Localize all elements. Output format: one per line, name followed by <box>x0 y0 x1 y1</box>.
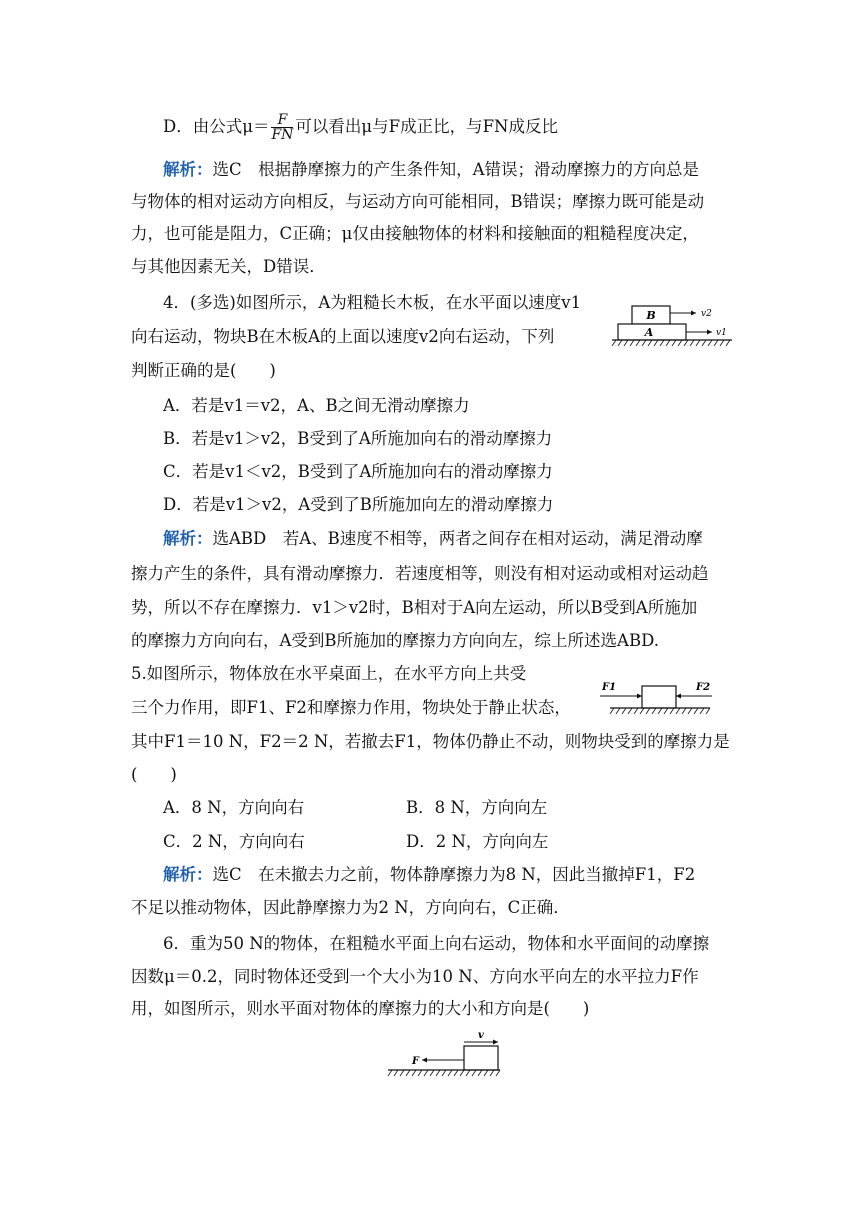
q5-option-a: A．8 N，方向向右 <box>163 798 305 817</box>
q4-option-d: D．若是v1＞v2，A受到了B所施加向左的滑动摩擦力 <box>163 495 554 514</box>
fraction-denominator: FN <box>271 127 294 143</box>
q4-stem-line-2: 向右运动，物块B在木板A的上面以速度v2向右运动，下列 <box>131 327 555 346</box>
q5-option-c: C．2 N，方向向右 <box>163 832 305 851</box>
analysis-label: 解析： <box>163 865 213 884</box>
q4-stem-line-3: 判断正确的是( ) <box>131 361 276 380</box>
block-b-label: B <box>646 309 656 322</box>
v2-arrowhead <box>691 311 696 316</box>
formula-fraction <box>271 113 293 142</box>
q4-option-c: C．若是v1＜v2，B受到了A所施加向右的滑动摩擦力 <box>163 462 553 481</box>
f-label: F <box>412 1056 420 1067</box>
q4-analysis-line-1 <box>163 527 703 551</box>
q6-stem-line-3: 用，如图所示，则水平面对物体的摩擦力的大小和方向是( ) <box>131 999 590 1018</box>
q3-analysis-line-3: 力，也可能是阻力，C正确；μ仅由接触物体的材料和接触面的粗糙程度决定， <box>131 224 699 243</box>
q5-stem-line-1: 5.如图所示，物体放在水平桌面上，在水平方向上共受 <box>131 664 527 683</box>
v2-label: v2 <box>701 309 712 319</box>
q4-option-a: A．若是v1＝v2，A、B之间无滑动摩擦力 <box>163 396 470 415</box>
f2-arrowhead <box>676 694 681 699</box>
ground-hatch <box>610 708 710 714</box>
ground-hatch <box>612 340 730 346</box>
q3-analysis-line-1 <box>163 158 699 182</box>
f1-label: F1 <box>602 682 617 693</box>
board-a-label: A <box>644 326 654 339</box>
q5-figure <box>596 676 718 720</box>
q3-analysis-line-2: 与物体的相对运动方向相反，与运动方向可能相同，B错误；摩擦力既可能是动 <box>131 192 705 211</box>
v1-label: v1 <box>716 328 727 338</box>
q4-analysis-line-3: 势，所以不存在摩擦力．v1＞v2时，B相对于A向左运动，所以B受到A所施加 <box>131 598 698 617</box>
f-arrowhead <box>422 1058 427 1063</box>
q4-stem-line-1: 4．(多选)如图所示，A为粗糙长木板，在水平面以速度v1 <box>163 293 582 312</box>
block <box>464 1046 498 1070</box>
q5-stem-line-3: 其中F1＝10 N，F2＝2 N，若撤去F1，物体仍静止不动，则物块受到的摩擦力是 <box>131 732 730 751</box>
q5-analysis-line-2: 不足以推动物体，因此静摩擦力为2 N，方向向右，C正确． <box>131 898 570 917</box>
ground-hatch <box>388 1070 500 1076</box>
analysis-label: 解析： <box>163 160 213 179</box>
q4-analysis-line-4: 的摩擦力方向向右，A受到B所施加的摩擦力方向向左，综上所述选ABD. <box>131 631 659 650</box>
block <box>642 686 676 708</box>
f2-label: F2 <box>696 682 711 693</box>
q3-option-d-suffix: 可以看出μ与F成正比，与FN成反比 <box>295 117 558 136</box>
analysis-text: 选C 在未撤去力之前，物体静摩擦力为8 N，因此当撤掉F1，F2 <box>212 865 696 884</box>
q6-stem-line-2: 因数μ＝0.2，同时物体还受到一个大小为10 N、方向水平向左的水平拉力F作 <box>131 967 699 986</box>
analysis-label: 解析： <box>163 529 213 548</box>
v1-arrowhead <box>707 330 712 335</box>
q5-stem-line-2: 三个力作用，即F1、F2和摩擦力作用，物块处于静止状态， <box>131 698 571 717</box>
q5-option-b: B．8 N，方向向左 <box>406 798 548 817</box>
fraction-numerator: F <box>271 113 293 128</box>
q3-option-d <box>163 113 558 142</box>
q3-analysis-line-4: 与其他因素无关，D错误． <box>131 257 326 276</box>
q5-analysis-line-1 <box>163 863 695 887</box>
analysis-text: 选C 根据静摩擦力的产生条件知，A错误；滑动摩擦力的方向总是 <box>212 160 700 179</box>
q6-figure <box>384 1028 506 1082</box>
f1-arrowhead <box>637 694 642 699</box>
v-label: v <box>478 1030 484 1041</box>
q4-option-b: B．若是v1＞v2，B受到了A所施加向右的滑动摩擦力 <box>163 429 553 448</box>
q6-stem-line-1: 6．重为50 N的物体，在粗糙水平面上向右运动，物体和水平面间的动摩擦 <box>163 934 710 953</box>
v-arrowhead <box>493 1040 498 1045</box>
q3-option-d-prefix: D．由公式μ＝ <box>163 117 270 136</box>
q5-stem-line-4: ( ) <box>131 765 177 784</box>
analysis-text: 选ABD 若A、B速度不相等，两者之间存在相对运动，满足滑动摩 <box>212 529 703 548</box>
q4-figure <box>608 300 736 356</box>
q4-analysis-line-2: 擦力产生的条件，具有滑动摩擦力．若速度相等，则没有相对运动或相对运动趋 <box>131 564 709 583</box>
q5-option-d: D．2 N，方向向左 <box>406 832 549 851</box>
